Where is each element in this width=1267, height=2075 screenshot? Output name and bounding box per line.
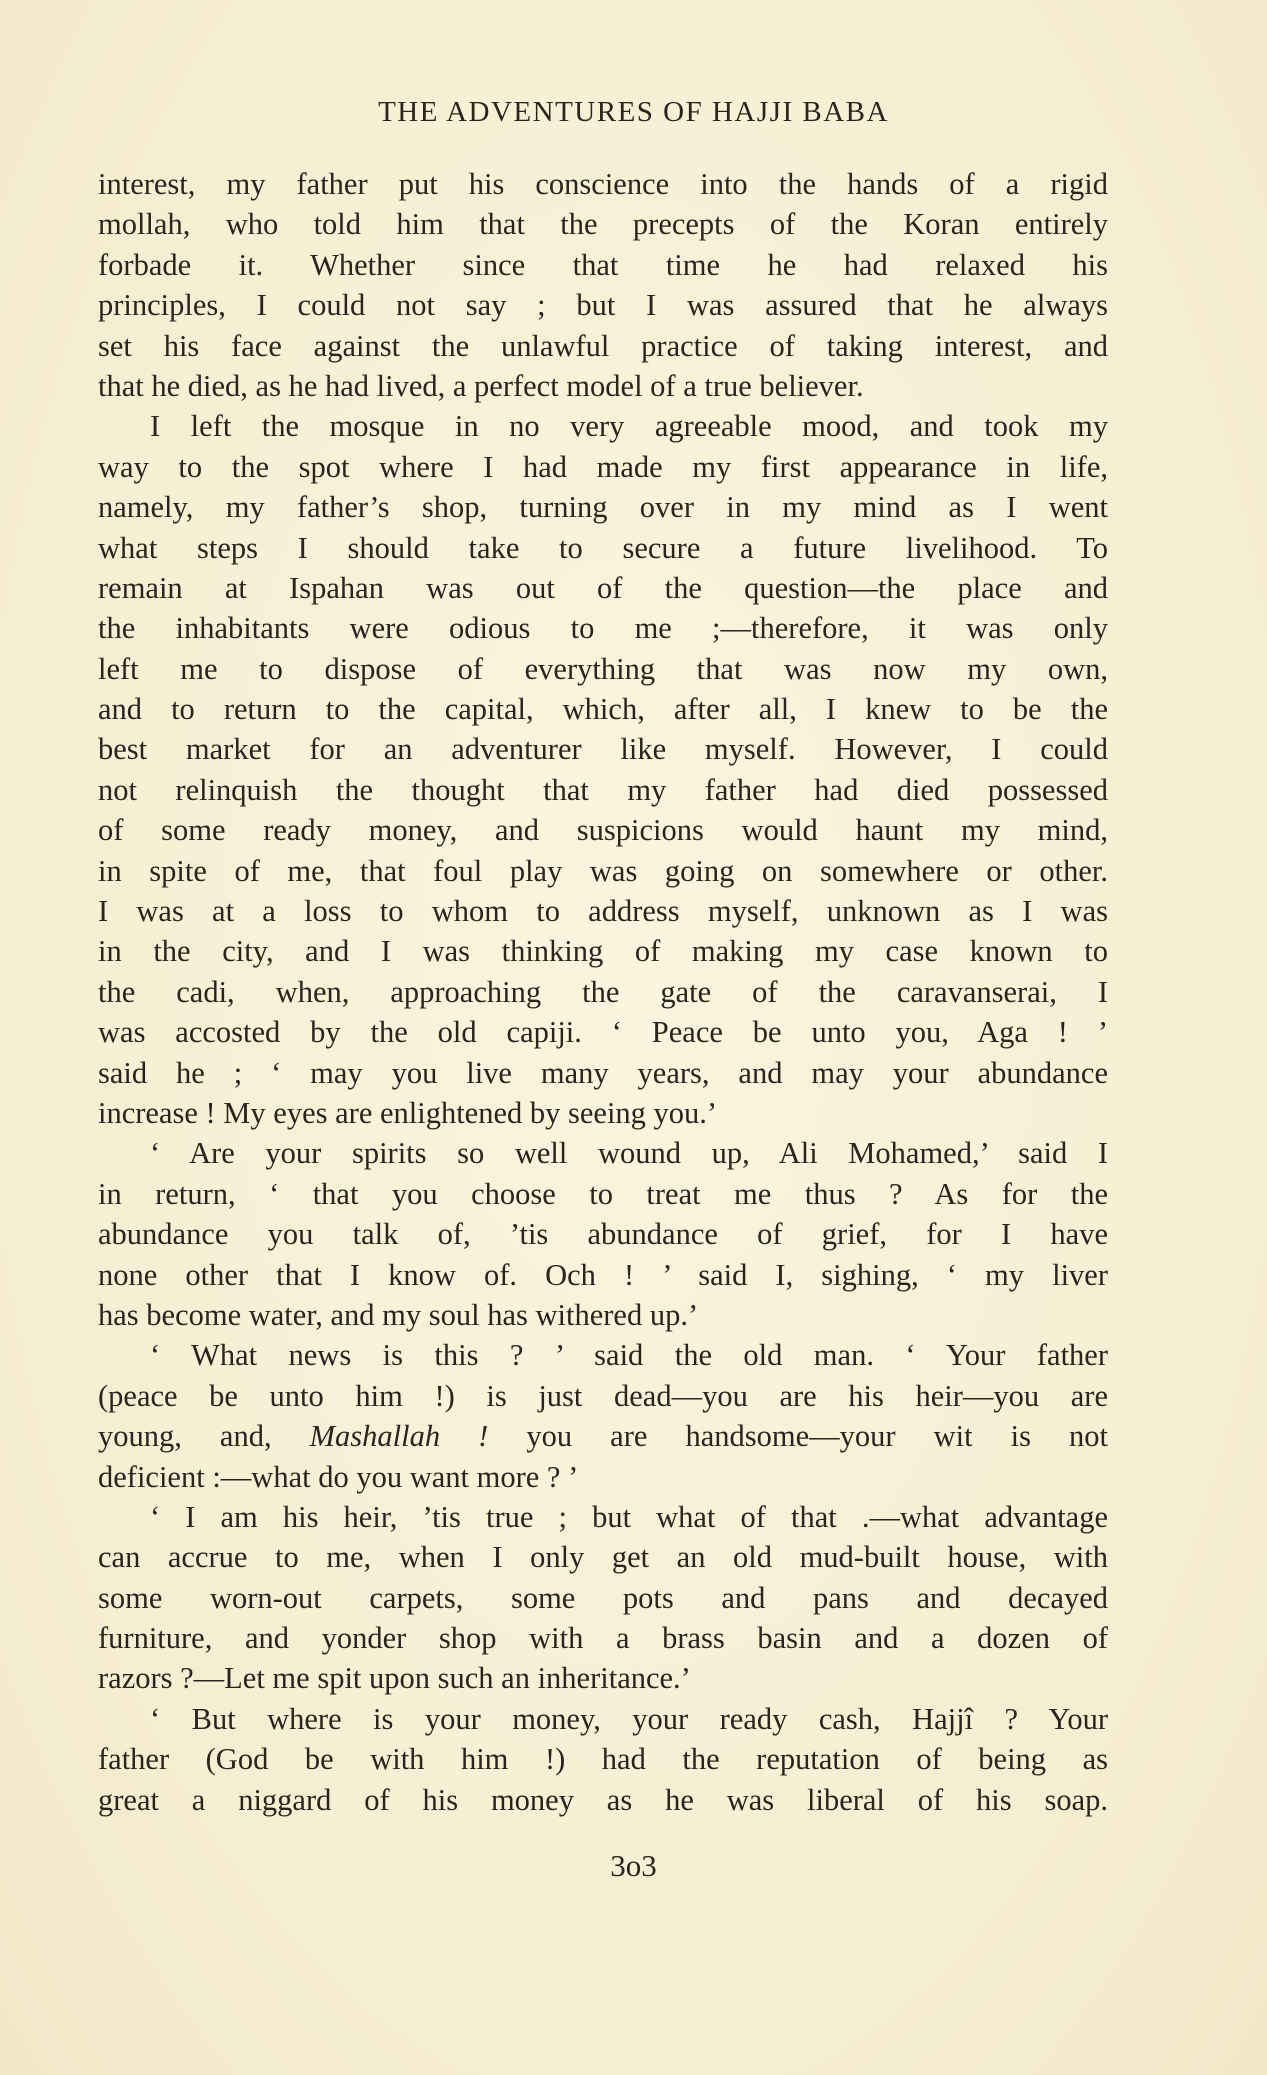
running-head: THE ADVENTURES OF HAJJI BABA xyxy=(378,96,889,128)
text-line: that he died, as he had lived, a perfect model of a true believer. xyxy=(98,368,864,403)
text-line: best market for an adventurer like myself. However, I could xyxy=(98,732,1108,767)
text-line: in spite of me, that foul play was going on somewhere or other. xyxy=(98,853,1108,888)
text-line: principles, I could not say ; but I was assured that he always xyxy=(98,288,1108,323)
text-line: and to return to the capital, which, after all, I knew to be the xyxy=(98,692,1108,727)
text-line: abundance you talk of, ’tis abundance of grief, for I have xyxy=(98,1217,1108,1252)
text-line: remain at Ispahan was out of the question—the place and xyxy=(98,570,1108,605)
text-line: left me to dispose of everything that was now my own, xyxy=(98,651,1108,686)
text-line: the inhabitants were odious to me ;—therefore, it was only xyxy=(98,611,1108,646)
text-line: not relinquish the thought that my father had died possessed xyxy=(98,772,1108,807)
text-line: in return, ‘ that you choose to treat me thus ? As for the xyxy=(98,1176,1108,1211)
text-line: ‘ But where is your money, your ready cash, Hajjî ? Your xyxy=(150,1701,1108,1736)
text-line: way to the spot where I had made my first appearance in life, xyxy=(98,449,1108,484)
text-line: set his face against the unlawful practice of taking interest, and xyxy=(98,328,1108,363)
italic-interjection: Mashallah ! xyxy=(309,1419,489,1454)
text-line: deficient :—what do you want more ? ’ xyxy=(98,1459,579,1494)
text-line: forbade it. Whether since that time he had relaxed his xyxy=(98,247,1108,282)
text-line: I left the mosque in no very agreeable mood, and took my xyxy=(150,409,1108,444)
text-line: of some ready money, and suspicions would haunt my mind, xyxy=(98,813,1108,848)
text-line: great a niggard of his money as he was liberal of his soap. xyxy=(98,1782,1108,1817)
text-line: ‘ I am his heir, ’tis true ; but what of that .—what advantage xyxy=(150,1499,1108,1534)
text-line: interest, my father put his conscience into the hands of a rigid xyxy=(98,167,1108,201)
text-line: mollah, who told him that the precepts of the Koran entirely xyxy=(98,207,1108,242)
text-line: I was at a loss to whom to address myself, unknown as I was xyxy=(98,894,1108,929)
text-line: furniture, and yonder shop with a brass basin and a dozen of xyxy=(98,1621,1108,1656)
text-line: (peace be unto him !) is just dead—you are his heir—you are xyxy=(98,1378,1108,1413)
text-line: increase ! My eyes are enlightened by seeing you.’ xyxy=(98,1095,718,1130)
text-run: you are handsome—your wit is not xyxy=(488,1419,1108,1454)
text-line xyxy=(98,1416,1108,1456)
text-line: can accrue to me, when I only get an old mud-built house, with xyxy=(98,1540,1108,1575)
text-line: in the city, and I was thinking of making my case known to xyxy=(98,934,1108,969)
text-line: razors ?—Let me spit upon such an inheritance.’ xyxy=(98,1661,691,1696)
text-line: what steps I should take to secure a future livelihood. To xyxy=(98,530,1108,565)
text-line: was accosted by the old capiji. ‘ Peace be unto you, Aga ! ’ xyxy=(98,1015,1108,1050)
text-line: the cadi, when, approaching the gate of the caravanserai, I xyxy=(98,974,1108,1009)
text-line: none other that I know of. Och ! ’ said I, sighing, ‘ my liver xyxy=(98,1257,1108,1292)
text-line: namely, my father’s shop, turning over in my mind as I went xyxy=(98,490,1108,525)
text-line: some worn-out carpets, some pots and pans and decayed xyxy=(98,1580,1108,1615)
text-line: said he ; ‘ may you live many years, and may your abundance xyxy=(98,1055,1108,1090)
text-line: ‘ What news is this ? ’ said the old man. ‘ Your father xyxy=(150,1338,1108,1373)
text-run: young, and, xyxy=(98,1419,310,1454)
text-line: ‘ Are your spirits so well wound up, Ali Mohamed,’ said I xyxy=(150,1136,1108,1171)
page-number: 3o3 xyxy=(610,1848,657,1883)
body-text xyxy=(98,164,1108,1820)
text-line: has become water, and my soul has withered up.’ xyxy=(98,1297,699,1332)
text-line: father (God be with him !) had the reputation of being as xyxy=(98,1742,1108,1777)
